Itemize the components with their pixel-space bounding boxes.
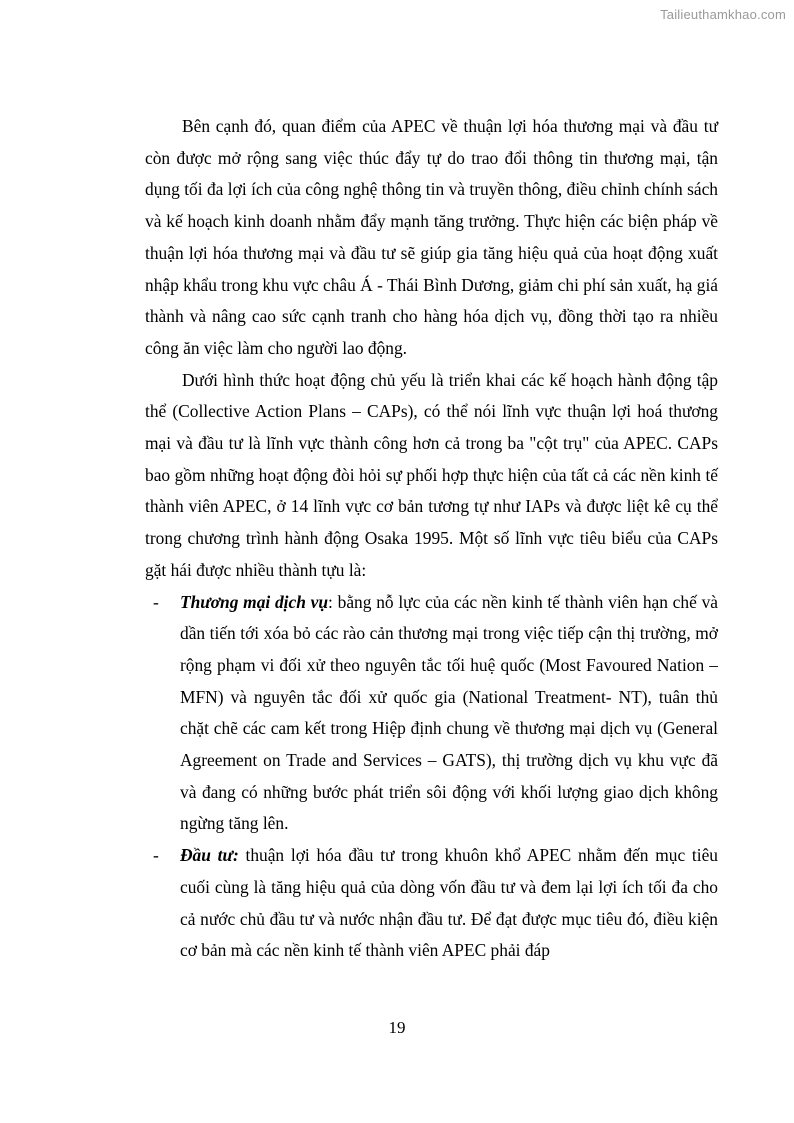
- bullet-dash: -: [153, 591, 159, 612]
- page-number: 19: [388, 1018, 406, 1037]
- bullet-term-services: Thương mại dịch vụ: [180, 591, 329, 612]
- document-body: [145, 111, 718, 967]
- bullet-separator: :: [232, 845, 239, 866]
- bullet-item-services: [145, 587, 718, 841]
- bullet-item-investment: [145, 840, 718, 967]
- bullet-text-services: bằng nỗ lực của các nền kinh tế thành viên hạn chế và dần tiến tới xóa bỏ các rào cản thương mại trong việc tiếp cận thị trường, mở rộng phạm vi đối xử theo nguyên tắc tối huệ quốc (Most Favoured Nation – MFN) và nguyên tắc đối xử quốc gia (National Treatment- NT), tuân thủ chặt chẽ các cam kết trong Hiệp định chung về thương mại dịch vụ (General Agreement on Trade and Services – GATS), thị trường dịch vụ khu vực đã và đang có những bước phát triển sôi động với khối lượng giao dịch không ngừng tăng lên.: [180, 591, 718, 834]
- bullet-text-investment: thuận lợi hóa đầu tư trong khuôn khổ APEC nhằm đến mục tiêu cuối cùng là tăng hiệu quả của dòng vốn đầu tư và đem lại lợi ích tối đa cho cả nước chủ đầu tư và nước nhận đầu tư. Để đạt được mục tiêu đó, điều kiện cơ bản mà các nền kinh tế thành viên APEC phải đáp: [180, 845, 718, 961]
- bullet-dash: -: [153, 845, 159, 866]
- bullet-term-investment: Đầu tư: [180, 845, 233, 866]
- bullet-separator: :: [328, 591, 333, 612]
- paragraph-apec-facilitation: Bên cạnh đó, quan điểm của APEC về thuận lợi hóa thương mại và đầu tư còn được mở rộng sang việc thúc đẩy tự do trao đổi thông tin thương mại, tận dụng tối đa lợi ích của công nghệ thông tin và truyền thông, điều chỉnh chính sách và kế hoạch kinh doanh nhằm đẩy mạnh tăng trưởng. Thực hiện các biện pháp về thuận lợi hóa thương mại và đầu tư sẽ giúp gia tăng hiệu quả của hoạt động xuất nhập khẩu trong khu vực châu Á - Thái Bình Dương, giảm chi phí sản xuất, hạ giá thành và nâng cao sức cạnh tranh cho hàng hóa dịch vụ, đồng thời tạo ra nhiều công ăn việc làm cho người lao động.: [145, 116, 718, 358]
- watermark-text: Tailieuthamkhao.com: [660, 7, 786, 22]
- paragraph-caps: Dưới hình thức hoạt động chủ yếu là triển khai các kế hoạch hành động tập thể (Collective Action Plans – CAPs), có thể nói lĩnh vực thuận lợi hoá thương mại và đầu tư là lĩnh vực thành công hơn cả trong ba "cột trụ" của APEC. CAPs bao gồm những hoạt động đòi hỏi sự phối hợp thực hiện của tất cả các nền kinh tế thành viên APEC, ở 14 lĩnh vực cơ bản tương tự như IAPs và được liệt kê cụ thể trong chương trình hành động Osaka 1995. Một số lĩnh vực tiêu biểu của CAPs gặt hái được nhiều thành tựu là:: [145, 369, 718, 580]
